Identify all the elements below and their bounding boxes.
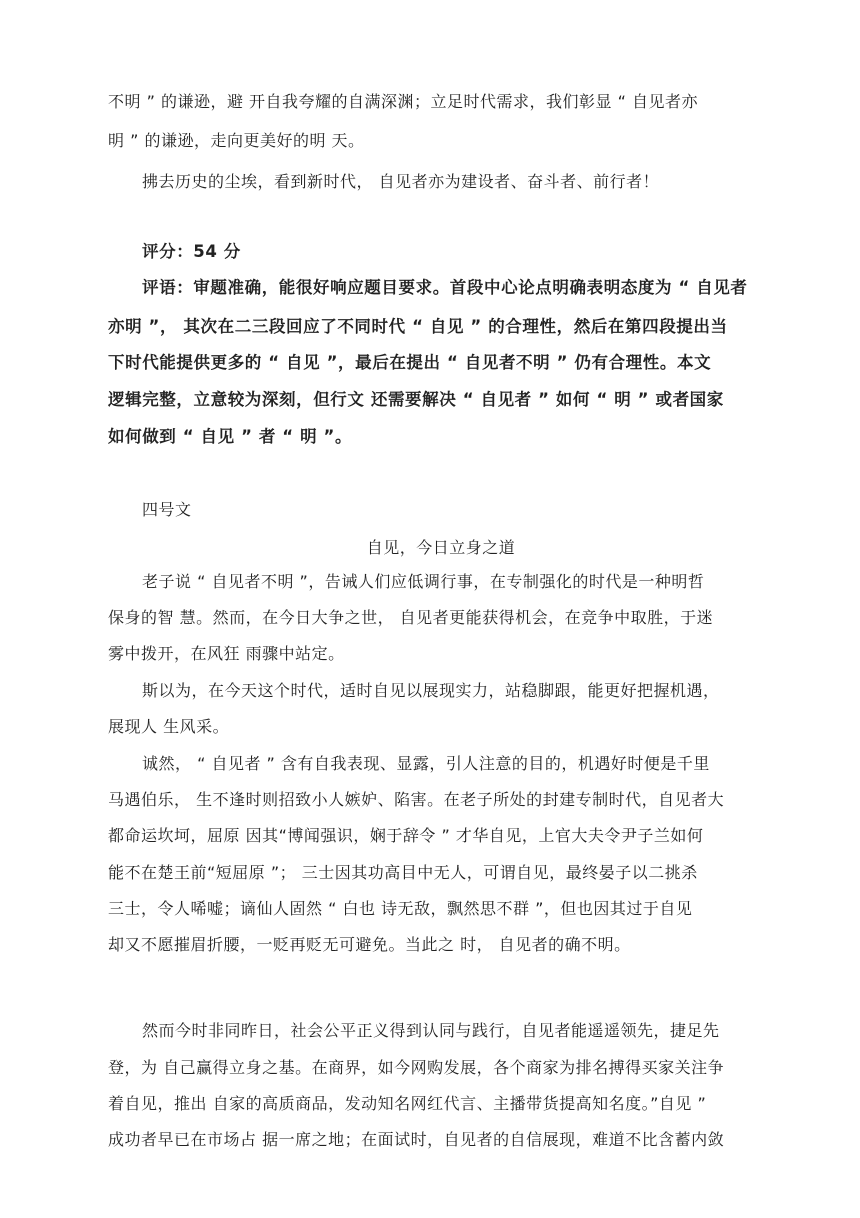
comment-line: 下时代能提供更多的 “ 自见 ”，最后在提出 “ 自见者不明 ” 仍有合理性。本文 [108, 353, 712, 372]
paragraph-line: 明 ” 的谦逊，走向更美好的明 天。 [108, 131, 365, 150]
paragraph-line: 拂去历史的尘埃，看到新时代， 自见者亦为建设者、奋斗者、前行者！ [142, 172, 660, 191]
paragraph-line: 展现人 生风采。 [108, 717, 230, 736]
paragraph-line: 三士，令人唏嘘；谪仙人固然 “ 白也 诗无敌，飘然思不群 ”，但也因其过于自见 [108, 899, 693, 918]
paragraph-line: 着自见，推出 自家的高质商品，发动知名网红代言、主播带货提高知名度。”自见 ” [108, 1094, 707, 1113]
paragraph-line: 诚然， “ 自见者 ” 含有自我表现、显露，引人注意的目的，机遇好时便是千里 [142, 754, 710, 773]
comment-line: 亦明 ”， 其次在二三段回应了不同时代 “ 自见 ” 的合理性，然后在第四段提出当 [108, 317, 728, 336]
essay-title: 自见，今日立身之道 [366, 538, 516, 557]
paragraph-line: 却又不愿摧眉折腰，一贬再贬无可避免。当此之 时， 自见者的确不明。 [108, 935, 631, 954]
paragraph-line: 然而今时非同昨日，社会公平正义得到认同与践行，自见者能遥遥领先，捷足先 [142, 1021, 720, 1040]
comment-line: 如何做到 “ 自见 ” 者 “ 明 ”。 [108, 427, 353, 446]
paragraph-line: 登，为 自己赢得立身之基。在商界，如今网购发展，各个商家为排名搏得买家关注争 [108, 1058, 725, 1077]
paragraph-line: 成功者早已在市场占 据一席之地；在面试时，自见者的自信展现，难道不比含蓄内敛 [108, 1130, 725, 1149]
paragraph-line: 能不在楚王前“短屈原 ”； 三士因其功高目中无人，可谓自见，最终晏子以二挑杀 [108, 863, 698, 882]
paragraph-line: 都命运坎坷，屈原 因其“博闻强识，娴于辞令 ” 才华自见，上官大夫令尹子兰如何 [108, 826, 704, 845]
paragraph-line: 雾中拨开，在风狂 雨骤中站定。 [108, 644, 345, 663]
comment-line: 评语：审题准确，能很好响应题目要求。首段中心论点明确表明态度为 “ 自见者 [142, 278, 748, 297]
paragraph-line: 不明 ” 的谦逊，避 开自我夸耀的自满深渊；立足时代需求，我们彰显 “ 自见者亦 [108, 92, 699, 111]
paragraph-line: 马遇伯乐， 生不逢时则招致小人嫉妒、陷害。在老子所处的封建专制时代，自见者大 [108, 790, 725, 809]
paragraph-line: 斯以为，在今天这个时代，适时自见以展现实力，站稳脚跟，能更好把握机遇， [142, 681, 720, 700]
paragraph-line: 老子说 “ 自见者不明 ”，告诫人们应低调行事，在专制强化的时代是一种明哲 [142, 572, 705, 591]
paragraph-line: 保身的智 慧。然而，在今日大争之世， 自见者更能获得机会，在竞争中取胜，于迷 [108, 608, 714, 627]
score-line: 评分：54 分 [142, 242, 241, 261]
comment-line: 逻辑完整，立意较为深刻，但行文 还需要解决 “ 自见者 ” 如何 “ 明 ” 或者国家 [108, 390, 724, 409]
essay-label: 四号文 [142, 500, 192, 519]
